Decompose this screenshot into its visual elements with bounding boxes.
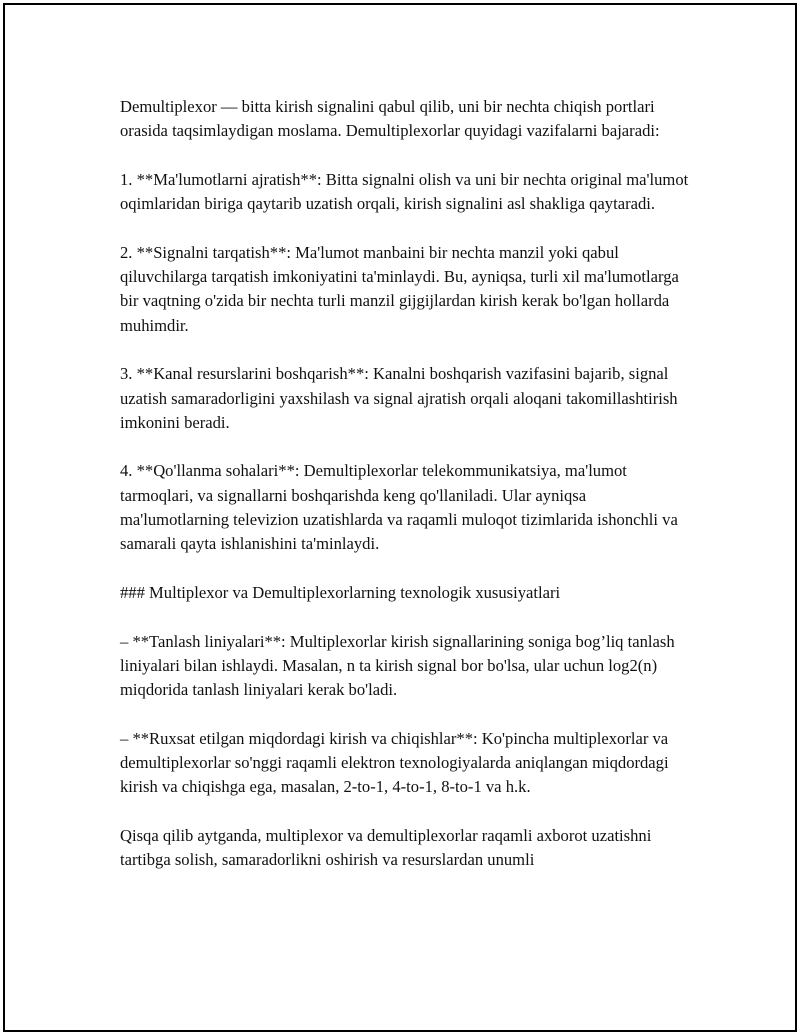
paragraph-bullet-2: – **Ruxsat etilgan miqdordagi kirish va chiqishlar**: Ko'pincha multiplexorlar va demultiplexorlar so'nggi raqamli elektron texnologiyalarda aniqlangan miqdordagi kirish va chiqishga ega, masalan, 2-to-1, 4-to-1, 8-to-1 va h.k. [120, 728, 669, 797]
paragraph-item-4: 4. **Qo'llanma sohalari**: Demultiplexorlar telekommunikatsiya, ma'lumot tarmoqlari, va signallarni boshqarishda keng qo'llaniladi. Ular ayniqsa ma'lumotlarning televizion uzatishlarda va raqamli muloqot tizimlarida ishonchli va samarali qayta ishlanishini ta'minlaydi. [120, 461, 678, 554]
paragraph-item-3: 3. **Kanal resurslarini boshqarish**: Kanalni boshqarish vazifasini bajarib, signal uzatish samaradorligini yaxshilash va signal ajratish orqali aloqani takomillashtirish imkonini beradi. [120, 364, 678, 432]
paragraph-bullet-1: – **Tanlash liniyalari**: Multiplexorlar kirish signallarining soniga bog’liq tanlash liniyalari bilan ishlaydi. Masalan, n ta kirish signal bor bo'lsa, ular uchun log2(n) miqdorida tanlash liniyalari kerak bo'ladi. [120, 631, 675, 700]
paragraph-item-1: 1. **Ma'lumotlarni ajratish**: Bitta signalni olish va uni bir nechta original ma'lumot oqimlaridan biriga qaytarib uzatish orqali, kirish signalini asl shakliga qaytaradi. [120, 169, 689, 214]
document-body [120, 95, 695, 897]
page-frame [3, 3, 797, 1032]
paragraph-summary: Qisqa qilib aytganda, multiplexor va demultiplexorlar raqamli axborot uzatishni tartibga solish, samaradorlikni oshirish va resurslardan unumli [120, 825, 652, 870]
paragraph-item-2: 2. **Signalni tarqatish**: Ma'lumot manbaini bir nechta manzil yoki qabul qiluvchilarga tarqatish imkoniyatini ta'minlaydi. Bu, ayniqsa, turli xil ma'lumotlarga bir vaqtning o'zida bir nechta turli manzil gijgijlardan kirish kerak bo'lgan hollarda muhimdir. [120, 242, 679, 335]
section-heading: ### Multiplexor va Demultiplexorlarning texnologik xususiyatlari [120, 582, 561, 602]
paragraph-intro: Demultiplexor — bitta kirish signalini qabul qilib, uni bir nechta chiqish portlari orasida taqsimlaydigan moslama. Demultiplexorlar quyidagi vazifalarni bajaradi: [120, 97, 660, 141]
